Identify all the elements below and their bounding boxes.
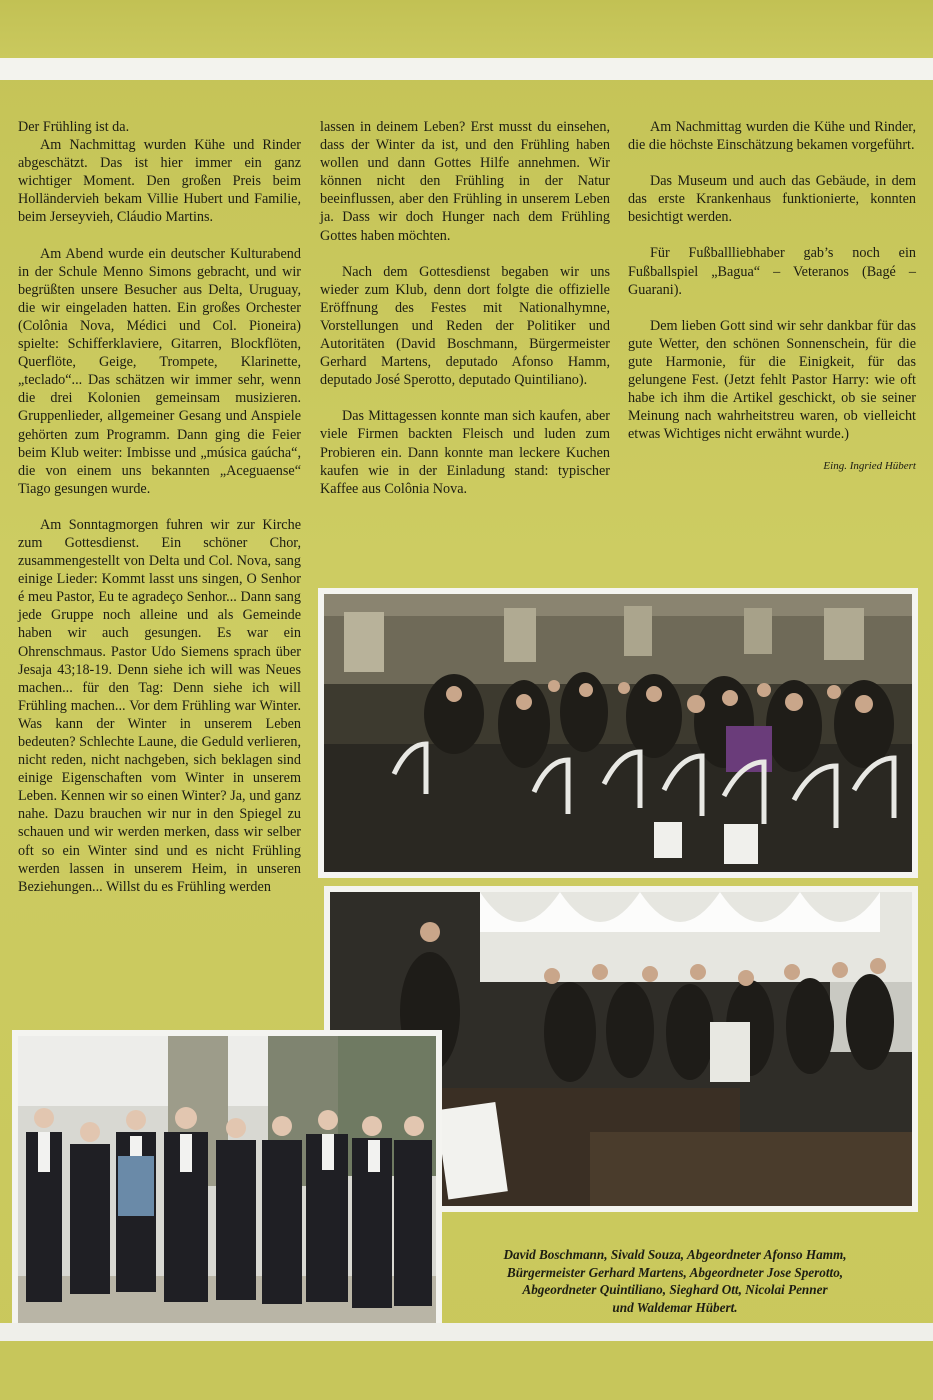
- photo-caption: [455, 1246, 895, 1316]
- paragraph-opening: Nach dem Gottesdienst begaben wir uns wieder zum Klub, denn dort folgte die offizielle Eröffnung des Festes mit Nationalhymne, Vorstellungen und Reden der Politiker und Autoritäten (David Boschmann, Bürgermeister Gerhard Martens, deputado Afonso Hamm, deputado José Sperotto, deputado Quintiliano).: [320, 263, 610, 389]
- paragraph-thanks: Dem lieben Gott sind wir sehr dankbar für das gute Wetter, den schönen Sonnenschein, für die gute Harmonie, für die Einigkeit, für das gelungene Fest. (Jetzt fehlt Pastor Harry: wie oft habe ich ihm die Artikel geschickt, ob sie seiner Meinung nach wahrheitstreu waren, ob vielleicht etwas Wichtiges nicht erwähnt wurde.): [628, 317, 916, 443]
- paragraph-sunday-service: Am Sonntagmorgen fuhren wir zur Kirche zum Gottesdienst. Ein schöner Chor, zusammengestellt von Delta und Col. Nova, sang einige Lieder: Kommt lasst uns singen, O Senhor é meu Pastor, Eu te agradeço Senhor... Dann sang jede Gruppe noch alleine und als Gemeinde haben wir auch gesungen. Es war ein Ohrenschmaus. Pastor Udo Siemens sprach über Jesaja 43;18-19. Denn siehe ich will was Neues machen... für den Tag: Denn siehe ich will Frühling machen... Vor dem Frühling war Winter. Was kann der Winter in unserem Leben bedeuten? Schlechte Laune, die Geduld verlieren, nicht reden, nicht nachgeben, sich beklagen sind einige Eigenschaften vom Winter in unserem Leben. Kennen wir so einen Winter? Ja, und ganz nahe. Dazu brauchen wir nur in den Spiegel zu schauen und wir werden merken, dass wir selber oft so ein Winter sind und es nicht Frühling werden lassen in unserem Heim, in unseren Beziehungen... Willst du es Frühling werden: [18, 516, 301, 895]
- article-column-3: [628, 118, 916, 476]
- paragraph-cattle-judging: Am Nachmittag wurden Kühe und Rinder abgeschätzt. Das ist hier immer ein ganz wichtiger Moment. Den großen Preis beim Holländervieh bekam Villie Hubert und Familie, beim Jerseyvieh, Cláudio Martins.: [18, 137, 301, 226]
- caption-line: Abgeordneter Quintiliano, Sieghard Ott, Nicolai Penner: [522, 1282, 828, 1298]
- paragraph-intro: Der Frühling ist da.: [18, 119, 130, 135]
- top-white-rule: [0, 58, 933, 80]
- article-column-1: [18, 118, 301, 896]
- paragraph-culture-evening: Am Abend wurde ein deutscher Kulturabend in der Schule Menno Simons gebracht, und wir begrüßten unsere Besucher aus Delta, Uruguay, die wir eingeladen hatten. Ein großes Orchester (Colônia Nova, Médici und Col. Pioneira) spielte: Schifferklaviere, Gitarren, Blockflöten, Querflöte, Geige, Trompete, Klarinette, „teclado“... Das schätzen wir immer sehr, wenn die drei Kolonien gemeinsam musizieren. Gruppenlieder, allgemeiner Gesang und Anspiele gehörten zum Programm. Dann ging die Feier beim Klub weiter: Imbisse und „música gaúcha“, die von einem uns bekannten „Aceguaense“ Tiago gesungen wurde.: [18, 245, 301, 497]
- bottom-band: [0, 1341, 933, 1400]
- caption-line: Bürgermeister Gerhard Martens, Abgeordneter Jose Sperotto,: [506, 1264, 844, 1280]
- photo-group: [12, 1030, 442, 1344]
- article-column-2: [320, 118, 610, 498]
- paragraph-museum: Das Museum und auch das Gebäude, in dem das erste Krankenhaus funktionierte, konnten besichtigt werden.: [628, 173, 916, 226]
- audience-image: [324, 594, 912, 872]
- paragraph-football: Für Fußballliebhaber gab’s noch ein Fußballspiel „Bagua“ – Veteranos (Bagé – Guarani).: [628, 245, 916, 298]
- caption-line: David Boschmann, Sivald Souza, Abgeordneter Afonso Hamm,: [503, 1247, 847, 1262]
- paragraph-sermon-end: lassen in deinem Leben? Erst musst du einsehen, dass der Winter da ist, und den Frühling haben wollen und dann Gottes Hilfe annehmen. Wir können nicht den Frühling in der Natur beeinflussen, aber den Frühling in unserem Leben ja. Dass wir doch Hunger nach dem Frühling Gottes haben möchten.: [320, 119, 610, 244]
- photo-audience: [318, 588, 918, 878]
- paragraph-lunch: Das Mittagessen konnte man sich kaufen, aber viele Firmen backten Fleisch und luden zum Probieren ein. Dann konnte man leckere Kuchen kaufen wie in der Einladung stand: typischer Kaffee aus Colônia Nova.: [320, 408, 610, 497]
- top-band: [0, 0, 933, 58]
- bottom-white-rule: [0, 1323, 933, 1341]
- caption-line: und Waldemar Hübert.: [612, 1299, 738, 1315]
- author-signature: Eing. Ingried Hübert: [823, 460, 916, 473]
- paragraph-cattle-show: Am Nachmittag wurden die Kühe und Rinder, die die höchste Einschätzung bekamen vorgeführt.: [628, 119, 916, 154]
- group-image: [18, 1036, 436, 1338]
